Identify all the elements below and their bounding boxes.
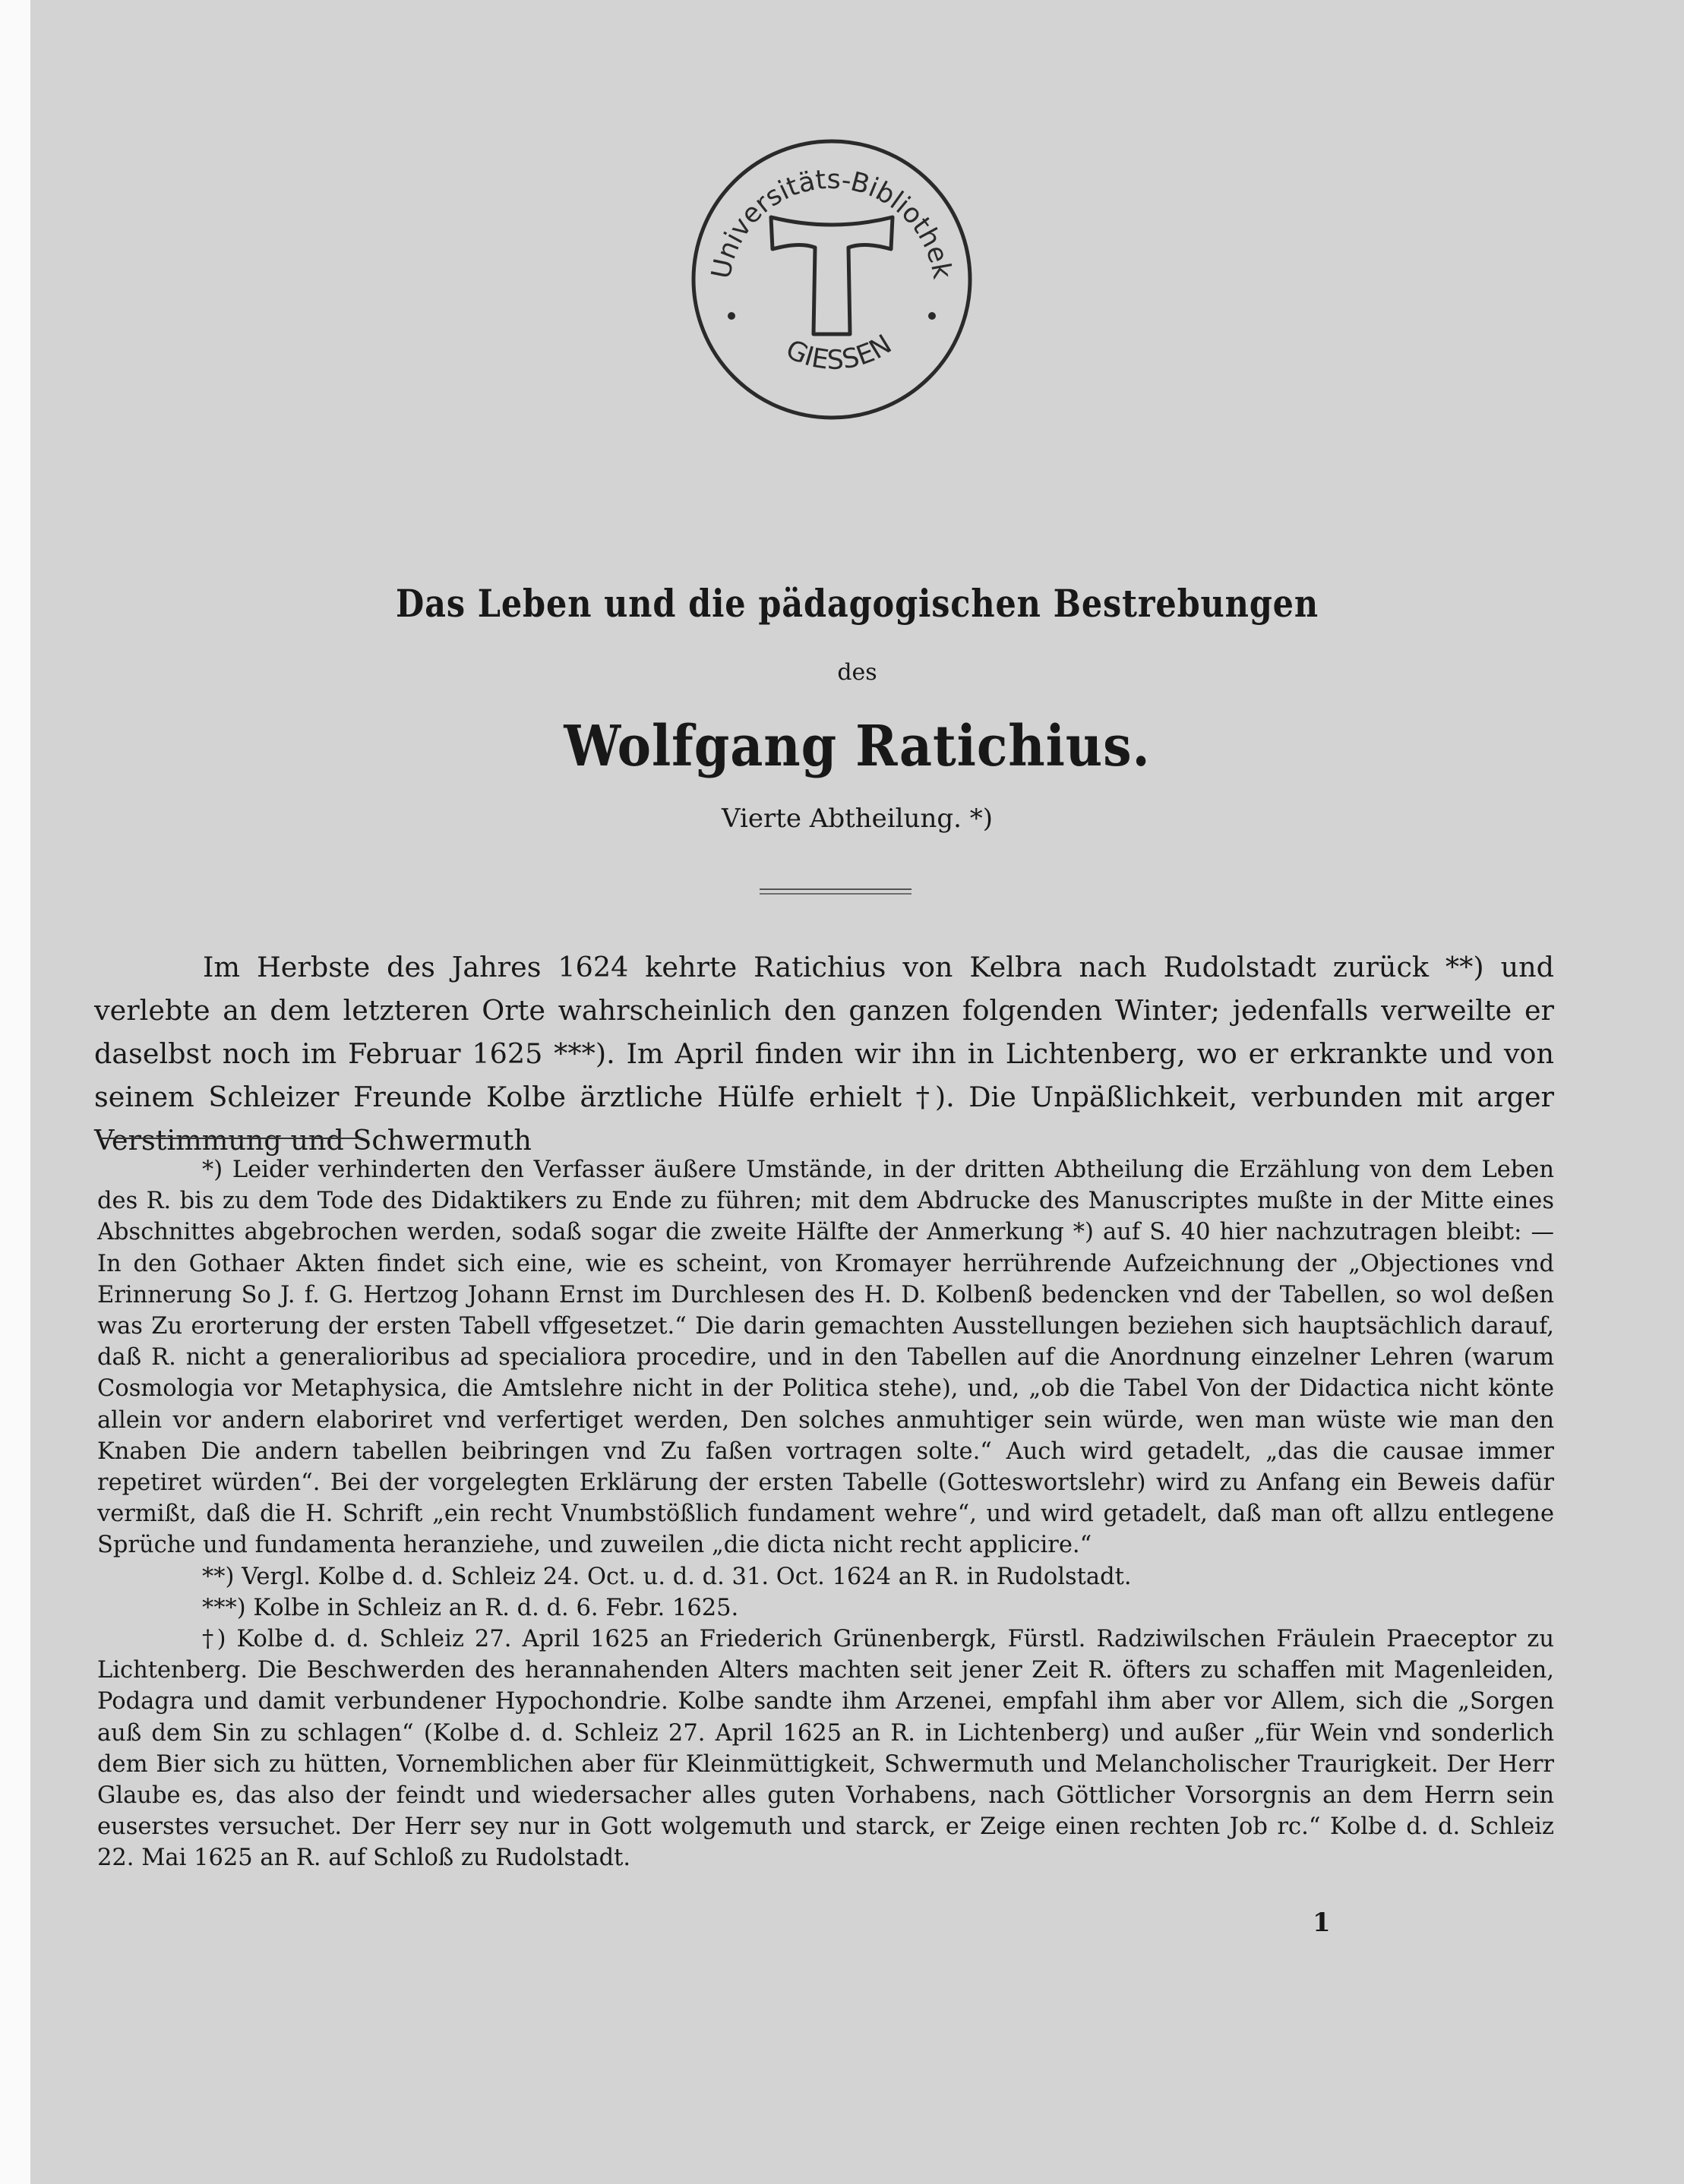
footnote-divider — [99, 1138, 361, 1139]
scan-margin-strip — [0, 0, 30, 2184]
tau-cross-icon — [771, 217, 893, 334]
title-connector: des — [837, 659, 877, 686]
title-name: Wolfgang Ratichius. — [564, 714, 1151, 779]
footnote: †) Kolbe d. d. Schleiz 27. April 1625 an Friederich Grünenbergk, Fürstl. Radziwilschen Fräulein Praeceptor zu Lichtenberg. Die Beschwerden des herannahenden Alters machten seit jener Zeit R. öfters zu schaffen mit Magenleiden, Podagra und damit verbundener Hypochondrie. Kolbe sandte ihm Arzenei, empfahl ihm aber vor Allem, sich die „Sorgen auß dem Sin zu schlagen“ (Kolbe d. d. Schleiz 27. April 1625 an R. in Lichtenberg) und außer „für Wein vnd sonderlich dem Bier sich zu hütten, Vornemblichen aber für Kleinmüttigkeit, Schwermuth und Melancholischer Traurigkeit. Der Herr Glaube es, das also der feindt und wiedersacher alles guten Vorhabens, nach Göttlicher Vorsorgnis an dem Herrn sein euserstes versuchet. Der Herr sey nur in Gott wolgemuth und starck, er Zeige einen rechten Job rc.“ Kolbe d. d. Schleiz 22. Mai 1625 an R. auf Schloß zu Rudolstadt. — [97, 1626, 1554, 1872]
body-paragraph: Im Herbste des Jahres 1624 kehrte Ratichius von Kelbra nach Rudolstadt zurück **) und verlebte an dem letzteren Orte wahrscheinlich den ganzen folgenden Winter; jedenfalls verweilte er daselbst noch im Februar 1625 ***). Im April finden wir ihn in Lichtenberg, wo er erkrankte und von seinem Schleizer Freunde Kolbe ärztliche Hülfe erhielt †). Die Unpäßlichkeit, verbunden mit arger Verstimmung und Schwermuth — [94, 951, 1554, 1157]
stamp-top-text: Universitäts-Bibliothek — [706, 164, 958, 282]
library-stamp-graphic — [687, 135, 976, 424]
footnote: ***) Kolbe in Schleiz an R. d. d. 6. Febr. 1625. — [202, 1594, 739, 1621]
title-divider — [760, 888, 912, 895]
page-number: 1 — [1313, 1908, 1331, 1938]
subtitle: Vierte Abtheilung. *) — [722, 803, 993, 834]
footnotes — [97, 1154, 1554, 1874]
footnote: **) Vergl. Kolbe d. d. Schleiz 24. Oct. u. d. d. 31. Oct. 1624 an R. in Rudolstadt. — [202, 1563, 1132, 1590]
page-title: Das Leben und die pädagogischen Bestrebungen — [395, 581, 1319, 626]
document-page — [30, 0, 1684, 2184]
stamp-bottom-text: GIESSEN — [781, 329, 897, 376]
library-stamp — [687, 135, 976, 424]
footnote: *) Leider verhinderten den Verfasser äußere Umstände, in der dritten Abtheilung die Erzählung von dem Leben des R. bis zu dem Tode des Didaktikers zu Ende zu führen; mit dem Abdrucke des Manuscriptes mußte in der Mitte eines Abschnittes abgebrochen werden, sodaß sogar die zweite Hälfte der Anmerkung *) auf S. 40 hier nachzutragen bleibt: — In den Gothaer Akten findet sich eine, wie es scheint, von Kromayer herrührende Aufzeichnung der „Objectiones vnd Erinnerung So J. f. G. Hertzog Johann Ernst im Durchlesen des H. D. Kolbenß bedencken vnd der Tabellen, so wol deßen was Zu erorterung der ersten Tabell vffgesetzet.“ Die darin gemachten Ausstellungen beziehen sich hauptsächlich darauf, daß R. nicht a generalioribus ad specialiora procedire, und in den Tabellen auf die Anordnung einzelner Lehren (warum Cosmologia vor Metaphysica, die Amtslehre nicht in der Politica stehe), und, „ob die Tabel Von der Didactica nicht könte allein vor andern elaboriret vnd verfertiget werden, Den solches anmuhtiger sein würde, wen man wüste wie man den Knaben Die andern tabellen beibringen vnd Zu faßen vortragen solte.“ Auch wird getadelt, „das die causae immer repetiret würden“. Bei der vorgelegten Erklärung der ersten Tabelle (Gotteswortslehr) wird zu Anfang ein Beweis dafür vermißt, daß die H. Schrift „ein recht Vnumbstößlich fundament wehre“, und wird getadelt, daß man oft allzu entlegene Sprüche und fundamenta heranziehe, und zuweilen „die dicta nicht recht applicire.“ — [97, 1157, 1554, 1559]
